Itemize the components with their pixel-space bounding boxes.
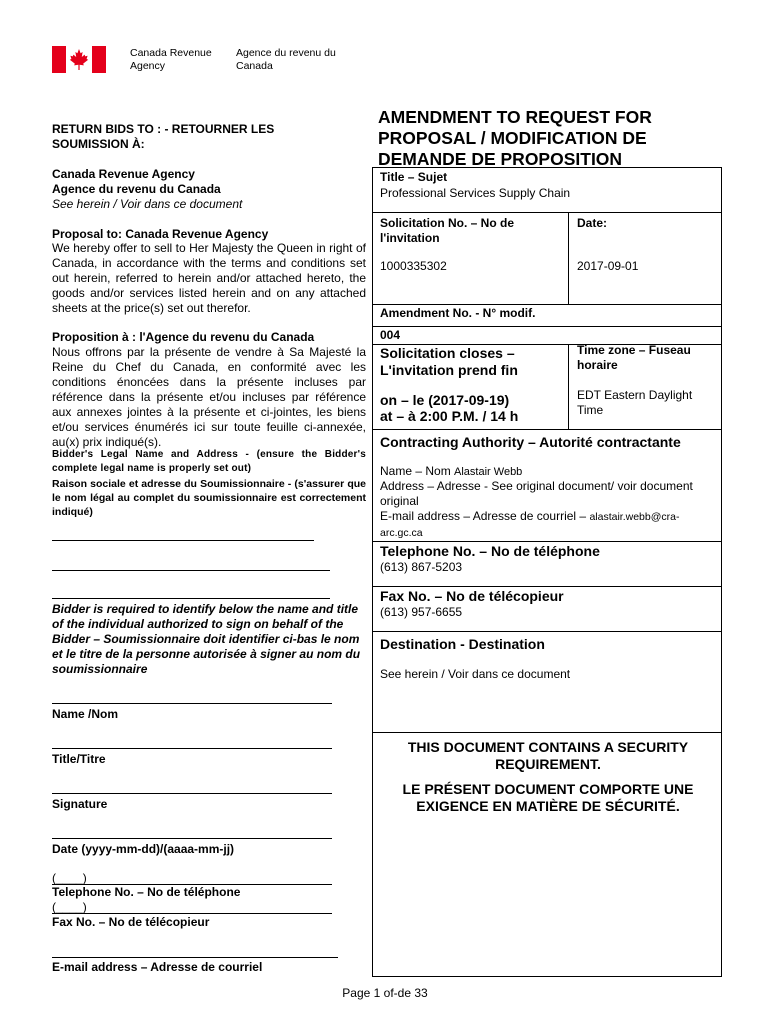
date-label: Date: <box>577 216 608 230</box>
signature-line <box>52 793 332 794</box>
name-label: Name /Nom <box>52 707 119 721</box>
fax-value: (613) 957-6655 <box>380 605 463 619</box>
form-divider <box>373 212 721 213</box>
page-number: Page 1 of-de 33 <box>342 986 428 1000</box>
solicitation-closes-label: Solicitation closes – L'invitation prend fin <box>380 345 518 378</box>
contracting-authority-label: Contracting Authority – Autorité contractante <box>380 434 681 450</box>
form-divider <box>373 631 721 632</box>
bidder-address-line-2 <box>52 570 330 571</box>
identify-signatory-note: Bidder is required to identify below the name and title of the individual authorized to sign on behalf of the Bidder – Soumissionnaire doit identifier ci-bas le nom et le titre de la personne autorisée à signer au nom du soumissionnaire <box>52 602 361 676</box>
bidder-address-line-3 <box>52 598 330 599</box>
form-divider <box>373 732 721 733</box>
email-line <box>52 957 338 958</box>
solicitation-form-box <box>372 167 722 977</box>
contact-email-value[interactable]: alastair.webb@cra-arc.gc.ca <box>380 511 680 539</box>
proposal-to-body: We hereby offer to sell to Her Majesty the Queen in right of Canada, in accordance with the terms and conditions set out herein, referred to herein and/or attached hereto, the goods and/or services listed herein and on any attached sheets at the price(s) set out therefor. <box>52 241 366 315</box>
form-divider <box>373 304 721 305</box>
title-subject-label: Title – Sujet <box>380 170 448 184</box>
form-divider <box>373 429 721 430</box>
proposal-to-heading: Proposal to: Canada Revenue Agency <box>52 227 269 241</box>
date-label: Date (yyyy-mm-dd)/(aaaa-mm-jj) <box>52 842 235 856</box>
proposition-body: Nous offrons par la présente de vendre à Sa Majesté la Reine du Chef du Canada, en conformité avec les conditions énoncées dans la présente incluses par référence dans la présente et/ou incluses par référence aux annexes jointes à la présente et ci-jointes, les biens et/ou services énumérés ici sur toute feuille ci-annexée, au(x) prix indiqué(s). <box>52 345 366 449</box>
bidder-legal-name-label: Bidder's Legal Name and Address - (ensure the Bidder's complete legal name is properly set out) <box>52 449 366 474</box>
date-line <box>52 838 332 839</box>
email-label: E-mail address – Adresse de courriel <box>52 960 263 974</box>
contact-email <box>380 509 718 541</box>
return-agency-en: Canada Revenue Agency <box>52 167 195 181</box>
form-divider <box>373 586 721 587</box>
solicitation-no-label: Solicitation No. – No de l'invitation <box>380 216 515 245</box>
signature-label: Signature <box>52 797 108 811</box>
contact-name-prefix: Name – Nom <box>380 464 451 478</box>
fax-label: Fax No. – No de télécopieur <box>380 588 564 604</box>
phone-label: Telephone No. – No de téléphone <box>52 885 241 899</box>
canada-flag-icon <box>52 46 106 73</box>
proposition-heading: Proposition à : l'Agence du revenu du Canada <box>52 330 315 344</box>
form-vertical-divider <box>568 344 569 429</box>
return-agency-fr: Agence du revenu du Canada <box>52 182 221 196</box>
fax-line <box>52 913 332 914</box>
date-value: 2017-09-01 <box>577 259 639 273</box>
closes-on-date: on – le (2017-09-19) <box>380 392 510 408</box>
time-zone-value: EDT Eastern Daylight Time <box>577 388 693 417</box>
telephone-value: (613) 867-5203 <box>380 560 463 574</box>
fax-area-code: (____) <box>52 900 87 914</box>
solicitation-no-value: 1000335302 <box>380 259 447 273</box>
time-zone-label: Time zone – Fuseau horaire <box>577 343 691 372</box>
closes-at-time: at – à 2:00 P.M. / 14 h <box>380 408 519 424</box>
document-title: AMENDMENT TO REQUEST FOR PROPOSAL / MODIFICATION DE DEMANDE DE PROPOSITION <box>378 107 652 169</box>
name-line <box>52 703 332 704</box>
title-subject-value: Professional Services Supply Chain <box>380 186 571 200</box>
security-requirement-en: THIS DOCUMENT CONTAINS A SECURITY REQUIREMENT. <box>407 739 689 772</box>
destination-label: Destination - Destination <box>380 636 545 652</box>
form-vertical-divider <box>568 212 569 304</box>
contact-name <box>380 464 522 480</box>
agency-name-fr: Agence du revenu du Canada <box>236 47 336 72</box>
return-bids-heading: RETURN BIDS TO : - RETOURNER LES SOUMISSION À: <box>52 122 275 151</box>
return-see-herein: See herein / Voir dans ce document <box>52 197 243 211</box>
telephone-label: Telephone No. – No de téléphone <box>380 543 600 559</box>
fax-label: Fax No. – No de télécopieur <box>52 915 210 929</box>
destination-value: See herein / Voir dans ce document <box>380 667 571 681</box>
title-label: Title/Titre <box>52 752 106 766</box>
amendment-no-label: Amendment No. - N° modif. <box>380 306 536 320</box>
agency-name-en: Canada Revenue Agency <box>130 47 212 72</box>
raison-sociale-label: Raison sociale et adresse du Soumissionnaire - (s'assurer que le nom légal au complet du soumissionnaire est correctement indiqué) <box>52 478 366 518</box>
bidder-address-line-1 <box>52 540 314 541</box>
security-requirement-fr: LE PRÉSENT DOCUMENT COMPORTE UNE EXIGENCE EN MATIÈRE DE SÉCURITÉ. <box>402 781 694 814</box>
form-divider <box>373 326 721 327</box>
phone-area-code: (____) <box>52 871 87 885</box>
title-line <box>52 748 332 749</box>
contact-name-value: Alastair Webb <box>454 466 523 478</box>
contact-address: Address – Adresse - See original document/ voir document original <box>380 479 693 508</box>
form-divider <box>373 541 721 542</box>
contact-email-prefix: E-mail address – Adresse de courriel – <box>380 509 587 523</box>
amendment-no-value: 004 <box>380 328 401 342</box>
